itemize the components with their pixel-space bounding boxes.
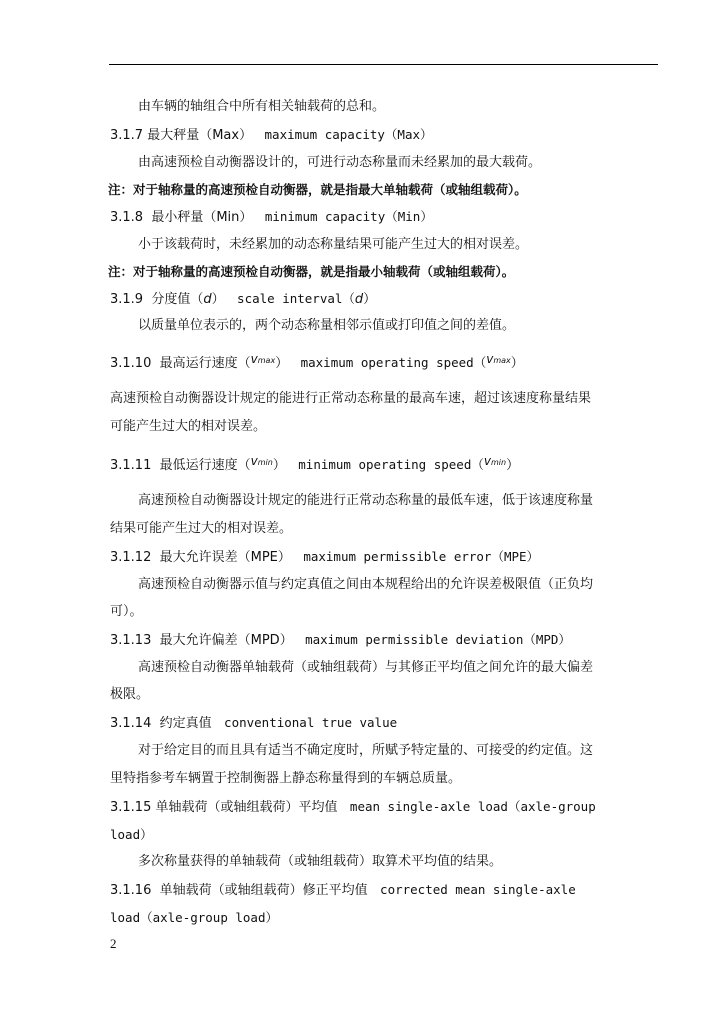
- section-3-1-11-desc-line2: 结果可能产生过大的相对误差。: [110, 521, 293, 536]
- vmin-symbol: vmin: [250, 454, 273, 468]
- section-3-1-9-desc: 以质量单位表示的，两个动态称量相邻示值或打印值之间的差值。: [138, 318, 516, 333]
- section-3-1-15-heading: 3.1.15 单轴载荷（或轴组载荷）平均值 mean single-axle load（axle-group: [110, 799, 596, 815]
- section-3-1-16-heading-cont: load（axle-group load）: [110, 910, 278, 925]
- section-3-1-10-heading: 3.1.10 最高运行速度（vmax） maximum operating speed（vmax）: [110, 352, 524, 371]
- header-rule: [109, 64, 658, 65]
- section-3-1-14-heading: 3.1.14 约定真值 conventional true value: [110, 715, 398, 731]
- section-3-1-12-desc-line1: 高速预检自动衡器示值与约定真值之间由本规程给出的允许误差极限值（正负均: [138, 577, 594, 592]
- section-3-1-7-desc: 由高速预检自动衡器设计的，可进行动态称量而未经累加的最大载荷。: [138, 155, 542, 170]
- section-3-1-10-desc-line1: 高速预检自动衡器设计规定的能进行正常动态称量的最高车速，超过该速度称量结果: [110, 391, 592, 406]
- section-3-1-9-heading: 3.1.9 分度值（d） scale interval（d）: [110, 291, 377, 307]
- section-3-1-12-desc-line2: 可）。: [110, 604, 143, 619]
- section-3-1-8-desc: 小于该载荷时，未经累加的动态称量结果可能产生过大的相对误差。: [138, 237, 529, 252]
- section-3-1-15-desc: 多次称量获得的单轴载荷（或轴组载荷）取算术平均值的结果。: [138, 854, 503, 869]
- section-3-1-13-desc-line1: 高速预检自动衡器单轴载荷（或轴组载荷）与其修正平均值之间允许的最大偏差: [138, 660, 594, 675]
- vmax-symbol: vmax: [250, 352, 276, 366]
- vmin-symbol-en: vmin: [483, 454, 507, 468]
- section-3-1-16-heading: 3.1.16 单轴载荷（或轴组载荷）修正平均值 corrected mean single-axle: [110, 882, 576, 898]
- section-3-1-14-desc-line1: 对于给定目的而且具有适当不确定度时，所赋予特定量的、可接受的约定值。这: [138, 743, 594, 758]
- section-3-1-11-heading: 3.1.11 最低运行速度（vmin） minimum operating speed（vmin）: [110, 454, 520, 473]
- section-3-1-14-desc-line2: 里特指参考车辆置于控制衡器上静态称量得到的车辆总质量。: [110, 771, 462, 786]
- section-3-1-7-heading: 3.1.7 最大秤量（Max） maximum capacity（Max）: [110, 127, 433, 143]
- section-3-1-11-desc-line1: 高速预检自动衡器设计规定的能进行正常动态称量的最低车速，低于该速度称量: [138, 493, 594, 508]
- section-3-1-12-heading: 3.1.12 最大允许误差（MPE） maximum permissible error（MPE）: [110, 549, 540, 565]
- page-number: 2: [110, 936, 117, 951]
- section-3-1-8-note: 注：对于轴称量的高速预检自动衡器，就是指最小轴载荷（或轴组载荷）。: [108, 264, 515, 279]
- vmax-symbol-en: vmax: [486, 352, 511, 366]
- section-3-1-7-note: 注：对于轴称量的高速预检自动衡器，就是指最大单轴载荷（或轴组载荷）。: [108, 182, 527, 197]
- section-3-1-13-desc-line2: 极限。: [110, 687, 150, 702]
- section-3-1-15-heading-cont: load）: [110, 827, 153, 842]
- section-3-1-10-desc-line2: 可能产生过大的相对误差。: [110, 419, 267, 434]
- section-3-1-8-heading: 3.1.8 最小秤量（Min） minimum capacity（Min）: [110, 209, 433, 225]
- continuation-text: 由车辆的轴组合中所有相关轴载荷的总和。: [138, 99, 386, 114]
- section-3-1-13-heading: 3.1.13 最大允许偏差（MPD） maximum permissible deviation（MPD）: [110, 632, 571, 648]
